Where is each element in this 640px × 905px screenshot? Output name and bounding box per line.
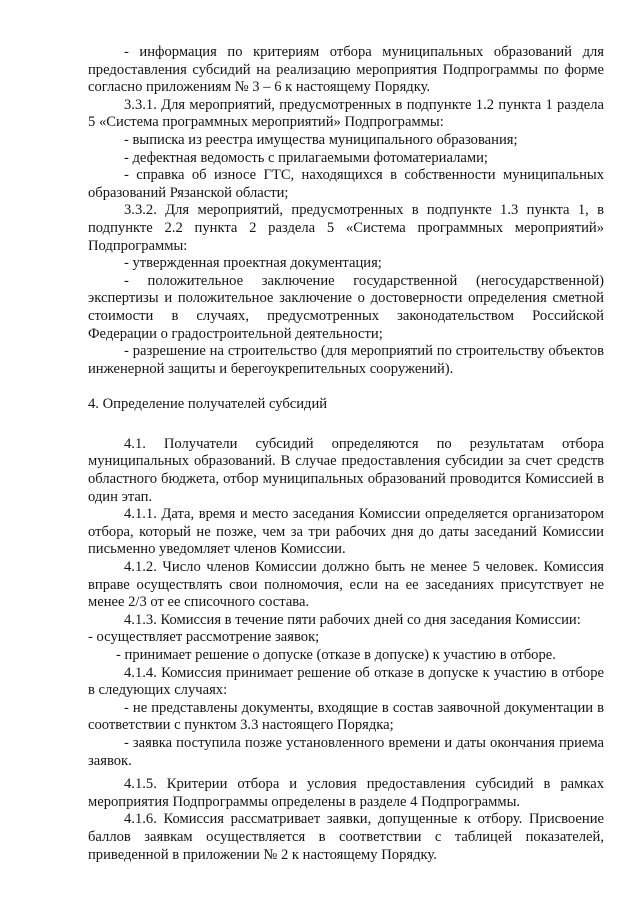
list-item-late-application: - заявка поступила позже установленного времени и даты окончания приема заявок. [88,734,604,769]
list-item-wear-certificate: - справка об износе ГТС, находящихся в собственности муниципальных образований Рязанской области; [88,167,604,201]
list-item-registry-extract: - выписка из реестра имущества муниципального образования; [124,131,518,148]
list-item-admission-decision: - принимает решение о допуске (отказе в допуске) к участию в отборе. [116,647,556,663]
list-item-project-documentation: - утвержденная проектная документация; [124,255,382,272]
paragraph-4-1-5: 4.1.5. Критерии отбора и условия предоставления субсидий в рамках мероприятия Подпрограммы определены в разделе 4 Подпрограммы. [88,776,604,810]
list-item-construction-permit: - разрешение на строительство (для мероприятий по строительству объектов инженерной защиты и берегоукрепительных сооружений). [88,343,604,377]
paragraph-3-3-1: 3.3.1. Для мероприятий, предусмотренных в подпункте 1.2 пункта 1 раздела 5 «Система программных мероприятий» Подпрограммы: [88,96,604,131]
section-heading: 4. Определение получателей субсидий [88,396,328,413]
paragraph-4-1-3: 4.1.3. Комиссия в течение пяти рабочих дней со дня заседания Комиссии: [124,611,581,628]
list-item-documents-missing: - не представлены документы, входящие в состав заявочной документации в соответствии с пунктом 3.3 настоящего Порядка; [88,699,604,734]
list-item-defect-statement: - дефектная ведомость с прилагаемыми фотоматериалами; [124,149,488,166]
paragraph-4-1-4: 4.1.4. Комиссия принимает решение об отказе в допуске к участию в отборе в следующих случаях: [88,664,604,699]
paragraph-4-1-6: 4.1.6. Комиссия рассматривает заявки, допущенные к отбору. Присвоение баллов заявкам осуществляется в соответствии с таблицей показателей, приведенной в приложении № 2 к настоящему Порядку. [88,811,604,863]
paragraph-criteria-info: - информация по критериям отбора муниципальных образований для предоставления субсидий на реализацию мероприятия Подпрограммы по форме согласно приложениям № 3 – 6 к настоящему Порядку. [88,44,604,96]
list-item-review-applications: - осуществляет рассмотрение заявок; [88,629,320,646]
list-item-expert-conclusion: - положительное заключение государственной (негосударственной) экспертизы и положительное заключение о достоверности определения сметной стоимости в случаях, предусмотренных законодательством Российской Федерации о градостроительной деятельности; [88,272,604,342]
paragraph-4-1: 4.1. Получатели субсидий определяются по результатам отбора муниципальных образований. В случае предоставления субсидии за счет средств областного бюджета, отбор муниципальных образований проводится Комиссией в один этап. [88,435,604,505]
paragraph-3-3-2: 3.3.2. Для мероприятий, предусмотренных в подпункте 1.3 пункта 1, в подпункте 2.2 пункта 2 раздела 5 «Система программных мероприятий» Подпрограммы: [88,202,604,254]
paragraph-4-1-1: 4.1.1. Дата, время и место заседания Комиссии определяется организатором отбора, который не позже, чем за три рабочих дня до даты заседаний Комиссии письменно уведомляет членов Комиссии. [88,506,604,558]
paragraph-4-1-2: 4.1.2. Число членов Комиссии должно быть не менее 5 человек. Комиссия вправе осуществлять свои полномочия, если на ее заседаниях присутствует не менее 2/3 от ее списочного состава. [88,559,604,611]
document-body [88,44,604,864]
